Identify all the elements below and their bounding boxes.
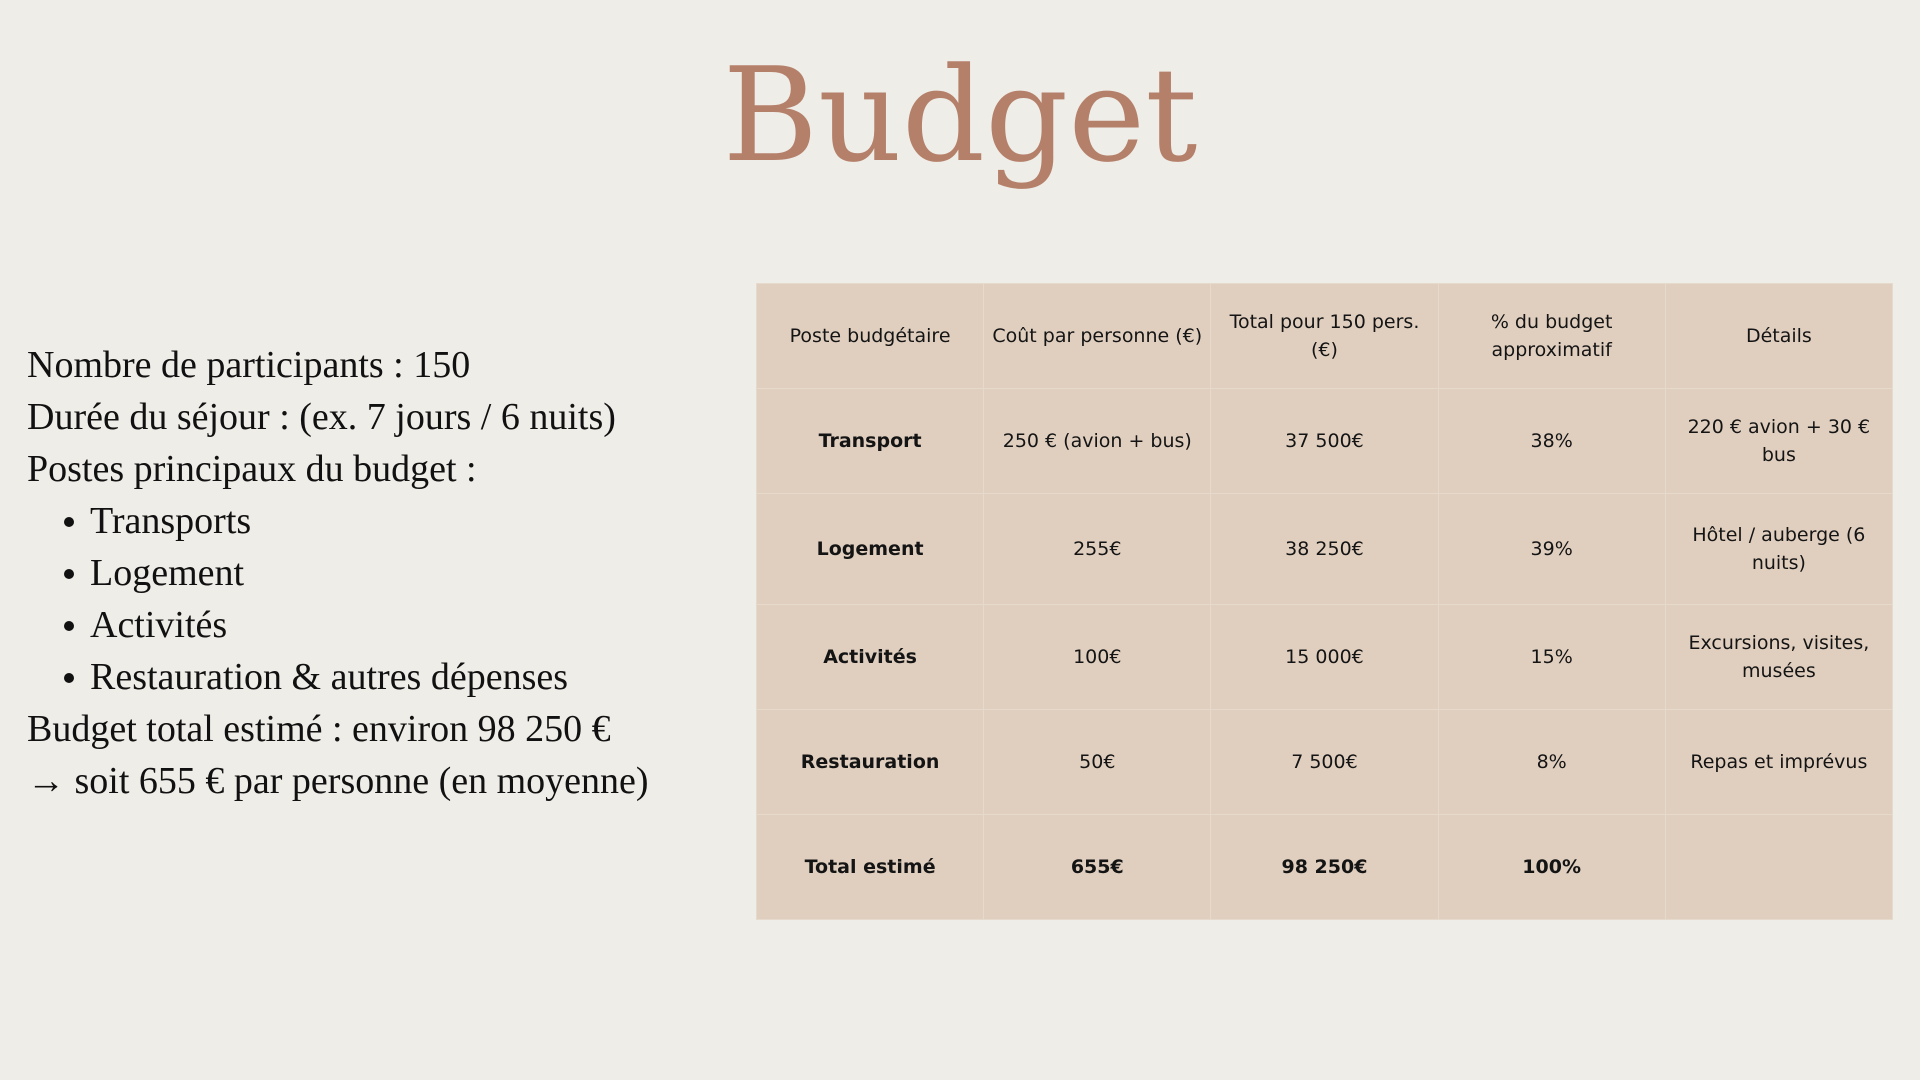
cell-total: 98 250€ — [1211, 815, 1438, 920]
budget-items-intro: Postes principaux du budget : — [27, 448, 477, 490]
cell-total: 37 500€ — [1211, 389, 1438, 494]
cell-pourcentage: 8% — [1438, 710, 1665, 815]
list-item: Transports — [90, 495, 727, 547]
cell-pourcentage: 100% — [1438, 815, 1665, 920]
duration-line: Durée du séjour : (ex. 7 jours / 6 nuits) — [27, 396, 616, 438]
budget-items-list — [27, 495, 727, 703]
cell-cout: 250 € (avion + bus) — [984, 389, 1211, 494]
cell-cout: 255€ — [984, 494, 1211, 605]
list-item: Logement — [90, 547, 727, 599]
cell-details: 220 € avion + 30 € bus — [1665, 389, 1892, 494]
cell-details: Repas et imprévus — [1665, 710, 1892, 815]
cell-total: 15 000€ — [1211, 605, 1438, 710]
cell-total: 7 500€ — [1211, 710, 1438, 815]
slide-title: Budget — [722, 39, 1198, 191]
header-poste: Poste budgétaire — [757, 284, 984, 389]
header-pourcentage: % du budget approximatif — [1438, 284, 1665, 389]
per-person-line: → soit 655 € par personne (en moyenne) — [27, 760, 649, 802]
table-row-total — [757, 815, 1893, 920]
participants-line: Nombre de participants : 150 — [27, 344, 471, 386]
cell-pourcentage: 39% — [1438, 494, 1665, 605]
cell-poste: Logement — [757, 494, 984, 605]
table-row — [757, 605, 1893, 710]
cell-cout: 50€ — [984, 710, 1211, 815]
cell-cout: 655€ — [984, 815, 1211, 920]
table-row — [757, 389, 1893, 494]
header-cout: Coût par personne (€) — [984, 284, 1211, 389]
cell-cout: 100€ — [984, 605, 1211, 710]
cell-details — [1665, 815, 1892, 920]
cell-pourcentage: 15% — [1438, 605, 1665, 710]
cell-poste: Total estimé — [757, 815, 984, 920]
header-total: Total pour 150 pers. (€) — [1211, 284, 1438, 389]
cell-total: 38 250€ — [1211, 494, 1438, 605]
cell-details: Excursions, visites, musées — [1665, 605, 1892, 710]
total-budget-line: Budget total estimé : environ 98 250 € — [27, 708, 611, 750]
table-header-row — [757, 284, 1893, 389]
budget-table — [756, 283, 1893, 920]
cell-poste: Transport — [757, 389, 984, 494]
cell-pourcentage: 38% — [1438, 389, 1665, 494]
table-row — [757, 710, 1893, 815]
list-item: Restauration & autres dépenses — [90, 651, 727, 703]
table-row — [757, 494, 1893, 605]
header-details: Détails — [1665, 284, 1892, 389]
summary-block — [27, 339, 727, 807]
cell-poste: Activités — [757, 605, 984, 710]
list-item: Activités — [90, 599, 727, 651]
cell-details: Hôtel / auberge (6 nuits) — [1665, 494, 1892, 605]
cell-poste: Restauration — [757, 710, 984, 815]
